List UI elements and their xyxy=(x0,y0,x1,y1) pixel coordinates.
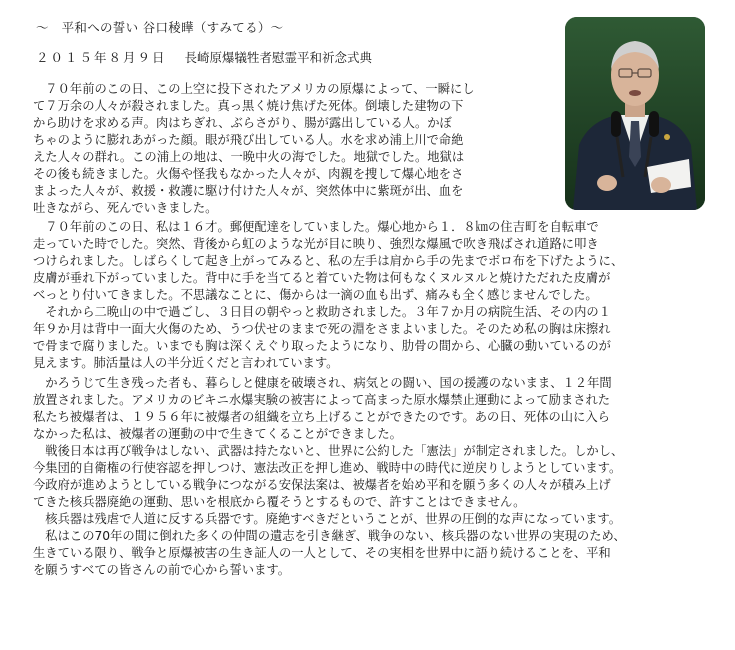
text-line: て７万余の人々が殺されました。真っ黒く焼け焦げた死体。倒壊した建物の下 xyxy=(33,99,464,113)
text-line: 核兵器は残虐で人道に反する兵器です。廃絶すべきだということが、世界の圧倒的な声になっています。 xyxy=(33,512,622,526)
text-line: かろうじて生き残った者も、暮らしと健康を破壊され、病気との闘い、国の援護のないまま、１２年間 xyxy=(33,376,612,390)
text-line: 放置されました。アメリカのビキニ水爆実験の被害によって高まった原水爆禁止運動によって励まされた xyxy=(33,393,611,407)
text-line: を願うすべての皆さんの前で心から誓います。 xyxy=(33,563,291,577)
text-line: えた人々の群れ。この浦上の地は、一晩中火の海でした。地獄でした。地獄は xyxy=(33,150,465,164)
text-line: で骨まで腐りました。いまでも胸は深くえぐり取ったようになり、肋骨の間から、心臓の動いているのが xyxy=(33,339,611,353)
text-line: 戦後日本は再び戦争はしない、武器は持たないと、世界に公約した「憲法」が制定されました。しかし、 xyxy=(33,444,624,458)
text-line: べっとり付いてきました。不思議なことに、傷からは一滴の血も出ず、痛みも全く感じませんでした。 xyxy=(33,288,598,302)
text-line: 生きている限り、戦争と原爆被害の生き証人の一人として、その実相を世界中に語り続けることを、平和 xyxy=(33,546,611,560)
text-line: 今集団的自衛権の行使容認を押しつけ、憲法改正を押し進め、戦時中の時代に逆戻りしようとしています。 xyxy=(33,461,622,475)
text-line: ７０年前のこの日、この上空に投下されたアメリカの原爆によって、一瞬にし xyxy=(33,82,475,96)
text-line: 今政府が進めようとしている戦争につながる安保法案は、被爆者を始め平和を願う多くの人々が積み上げ xyxy=(33,478,611,492)
text-line: てきた核兵器廃絶の運動、思いを根底から覆そうとするもので、許すことはできません。 xyxy=(33,495,526,509)
event-line xyxy=(36,48,372,66)
text-line: ７０年前のこの日、私は１６才。郵便配達をしていました。爆心地から１．８㎞の住吉町を自転車で xyxy=(33,220,599,234)
text-line: 私たち被爆者は、１９５６年に被爆者の組織を立ち上げることができたのです。あの日、死体の山に入ら xyxy=(33,410,610,424)
event-date: ２０１５年８月９日 xyxy=(36,50,167,65)
paragraph-1 xyxy=(33,81,475,217)
paragraph-2 xyxy=(33,219,623,372)
text-line: 私はこの70年の間に倒れた多くの仲間の遺志を引き継ぎ、戦争のない、核兵器のない世界の実現のため、 xyxy=(33,529,626,543)
event-name: 長崎原爆犠牲者慰霊平和祈念式典 xyxy=(184,50,373,65)
text-line: 皮膚が垂れ下がっていました。背中に手を当てると着ていた物は何もなくヌルヌルと焼けただれた皮膚が xyxy=(33,271,611,285)
text-line: その後も続きました。火傷や怪我もなかった人々が、肉親を捜して爆心地をさ xyxy=(33,167,464,181)
document-title: ～ 平和への誓い 谷口稜曄（すみてる）～ xyxy=(36,20,284,35)
text-line: から助けを求める声。肉はちぎれ、ぶらさがり、腸が露出している人。かぼ xyxy=(33,116,452,130)
speaker-photo xyxy=(565,17,705,210)
text-line: 走っていた時でした。突然、背後から虹のような光が目に映り、強烈な爆風で吹き飛ばされ道路に叩き xyxy=(33,237,599,251)
text-line: なかった私は、被爆者の運動の中で生きてくることができました。 xyxy=(33,427,402,441)
speaker-photo-icon xyxy=(565,17,705,210)
text-line: ちゃのように膨れあがった顔。眼が飛び出している人。水を求め浦上川で命絶 xyxy=(33,133,464,147)
text-line: 見えます。肺活量は人の半分近くだと言われています。 xyxy=(33,356,339,370)
text-line: 年９か月は背中一面大火傷のため、うつ伏せのままで死の淵をさまよいました。そのため私の胸は床擦れ xyxy=(33,322,611,336)
text-line: それから二晩山の中で過ごし、３日目の朝やっと救助されました。３年７か月の病院生活、その内の１ xyxy=(33,305,611,319)
text-line: つけられました。しばらくして起き上がってみると、私の左手は肩から手の先までボロ布を下げたように、 xyxy=(33,254,624,268)
text-line: まよった人々が、救援・救護に駆け付けた人々が、突然体中に紫斑が出、血を xyxy=(33,184,464,198)
paragraph-3 xyxy=(33,375,626,579)
text-line: 吐きながら、死んでいきました。 xyxy=(33,201,218,215)
